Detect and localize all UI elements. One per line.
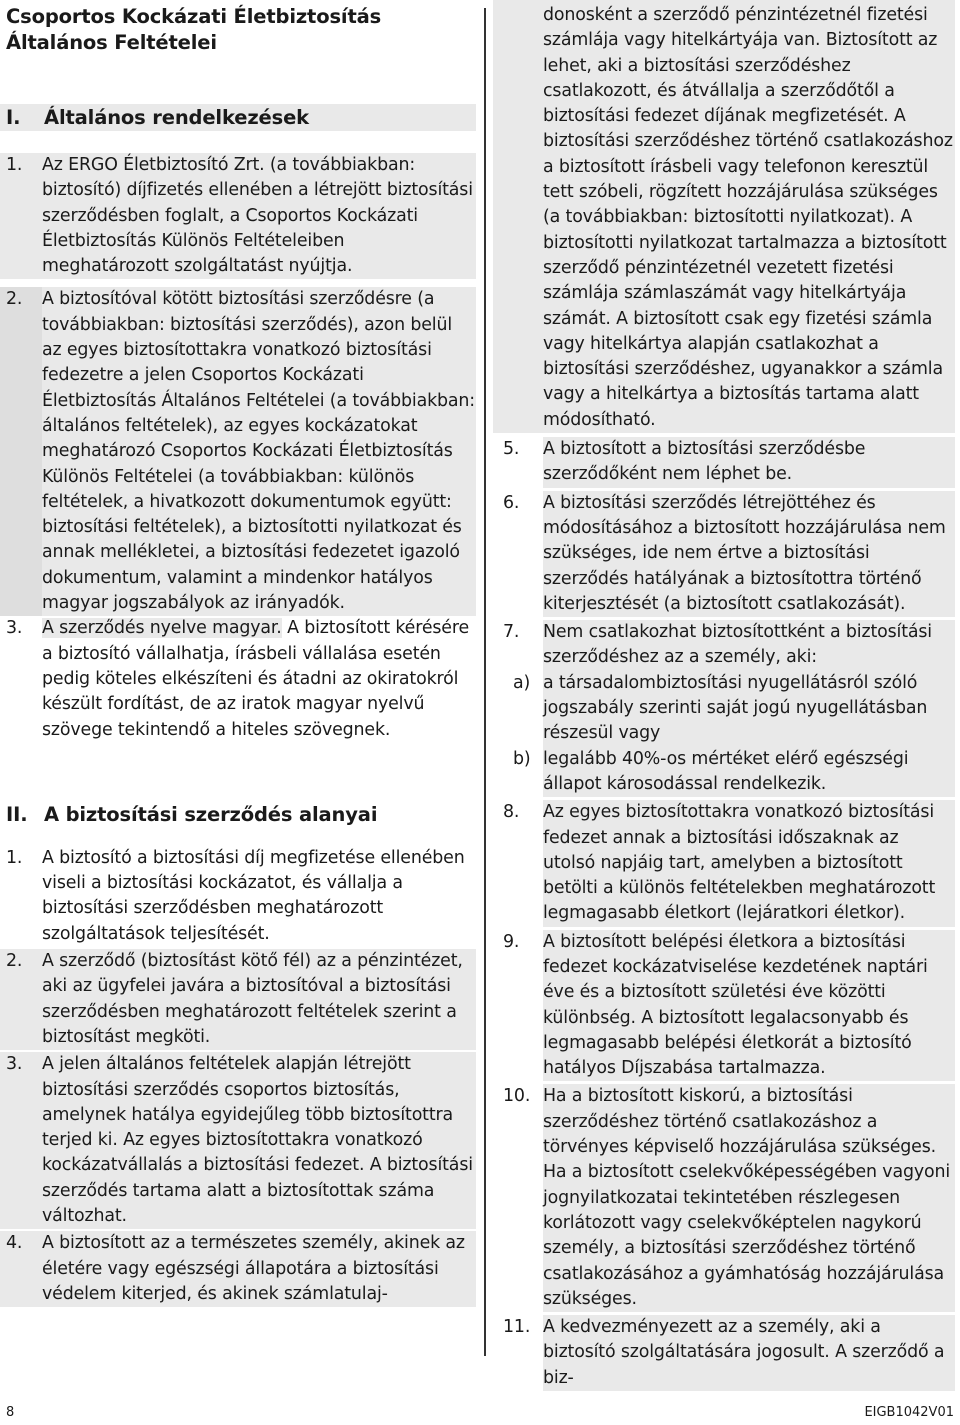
clause-number: 3. — [0, 1052, 42, 1229]
clause-text: A biztosítási szerződés létrejöttéhez és módosításához a biztosított hozzájárulása nem szükséges, ide nem értve a biztosítási szerződés hatályának a biztosítottra történő kiterjesztését (a biztosított csatlakozását). — [543, 491, 955, 617]
clause-number: 8. — [503, 802, 520, 823]
page-number: 8 — [6, 1405, 15, 1420]
section-number: I. — [6, 106, 21, 129]
clause-number: 3. — [6, 618, 23, 639]
subclause-letter: a) — [513, 672, 531, 693]
clause-1-1 — [0, 153, 476, 279]
clause-2-8 — [493, 800, 955, 926]
section-heading-2 — [0, 801, 476, 828]
clause-1-3 — [0, 616, 476, 742]
clause-number: 1. — [6, 847, 23, 868]
section-number: II. — [6, 802, 28, 826]
clause-number: 11. — [503, 1317, 531, 1338]
clause-text: Az egyes biztosítottakra vonatkozó biztosítási fedezet annak a biztosítási időszaknak az utolsó napjáig tart, amelyben a biztosított betölti a különös feltételekben meghatározott legmagasabb életkort (lejáratkori életkor). — [543, 800, 955, 926]
clause-highlight: A szerződés nyelve magyar. — [42, 618, 282, 639]
clause-text: A biztosított az a természetes személy, akinek az életére vagy egészségi állapotára a biztosítási védelem kiterjed, és akinek számlatulaj- — [42, 1231, 476, 1307]
subclause-text: legalább 40%-os mértéket elérő egészségi állapot károsodással rendelkezik. — [543, 747, 955, 798]
section-title: A biztosítási szerződés alanyai — [44, 802, 378, 826]
clause-number: 4. — [0, 1231, 42, 1307]
clause-text: Nem csatlakozhat biztosítottként a biztosítási szerződéshez az a személy, aki: — [543, 620, 955, 671]
subclause-text: a társadalombiztosítási nyugellátásról szóló jogszabály szerinti saját jogú nyugellátásban részesül vagy — [543, 671, 955, 747]
clause-2-11 — [493, 1315, 955, 1391]
clause-2-1 — [0, 846, 476, 947]
clause-2-2 — [0, 949, 476, 1050]
clause-2-3 — [0, 1052, 476, 1229]
clause-text: A biztosított belépési életkora a biztosítási fedezet kockázatviselése kezdetének naptári éve és a biztosított születési éve közötti különbség. A biztosított legalacsonyabb és legmagasabb belépési életkorát a biztosító hatályos Díjszabása tartalmazza. — [543, 930, 955, 1082]
clause-text: A biztosított kérésére a biztosító vállalhatja, írásbeli vállalása esetén pedig köteles elkészíteni és átadni az okiratokról készült fordítást, de az iratok magyar nyelvű szövege tekintendő a hiteles szövegnek. — [42, 618, 470, 740]
clause-2-5 — [493, 437, 955, 488]
clause-text: A szerződő (biztosítást kötő fél) az a pénzintézet, aki az ügyfelei javára a biztosítóval a biztosítási szerződésben meghatározott feltételek szerint a biztosítást megköti. — [42, 949, 476, 1050]
left-column — [0, 0, 476, 1307]
clause-text: A biztosított a biztosítási szerződésbe szerződőként nem léphet be. — [543, 437, 955, 488]
clause-text: A biztosító a biztosítási díj megfizetése ellenében viseli a biztosítási kockázatot, és vállalja a biztosítási szerződésben meghatározott szolgáltatások teljesítését. — [42, 847, 465, 944]
clause-number: 6. — [503, 492, 520, 513]
clause-number: 2. — [0, 287, 42, 616]
clause-text: A jelen általános feltételek alapján létrejött biztosítási szerződés csoportos biztosítás, amelynek hatálya egyidejűleg több biztosítottra terjed ki. Az egyes biztosítottakra vonatkozó kockázatvállalás a biztosítási fedezet. A biztosítási szerződés tartama alatt a biztosítottak száma változhat. — [42, 1052, 476, 1229]
clause-number: 1. — [6, 155, 23, 175]
subclause-a — [493, 671, 955, 747]
document-code: EIGB1042V01 — [864, 1405, 954, 1420]
clause-number: 10. — [503, 1086, 531, 1107]
section-heading-1 — [0, 104, 476, 131]
subclause-b — [493, 747, 955, 798]
clause-2-9 — [493, 930, 955, 1082]
column-divider — [484, 8, 486, 1356]
clause-1-2 — [0, 287, 476, 616]
clause-2-4 — [0, 1231, 476, 1307]
clause-2-4-continuation: donosként a szerződő pénzintézetnél fizetési számlája vagy hitelkártyája van. Biztosított az lehet, aki a biztosítási szerződéshez csatlakozott, és átvállalja a szerződőtől a biztosítási fedezet díjának megfizetését. A biztosítási szerződéshez történő csatlakozáshoz a biztosított írásbeli vagy telefonon keresztül tett szóbeli, rögzített hozzájárulása szükséges (a továbbiakban: biztosítotti nyilatkozat). A biztosítotti nyilatkozat tartalmazza a biztosított szerződő pénzintézetnél vezetett fizetési számlája számlaszámát vagy hitelkártyája számát. A biztosított csak egy fizetési számla vagy hitelkártya alapján csatlakozhat a biztosítási szerződéshez, ugyanakkor a számla vagy a hitelkártya a biztosítás tartama alatt módosítható. — [493, 0, 955, 433]
clause-number: 7. — [503, 622, 520, 643]
clause-2-7 — [493, 620, 955, 671]
section-title: Általános rendelkezések — [44, 106, 309, 129]
clause-text: A kedvezményezett az a személy, aki a biztosító szolgáltatására jogosult. A szerződő a biz- — [543, 1315, 955, 1391]
clause-2-10 — [493, 1084, 955, 1312]
subclause-letter: b) — [513, 748, 531, 769]
right-column — [493, 0, 955, 1391]
clause-2-6 — [493, 491, 955, 617]
clause-number: 2. — [0, 949, 42, 1050]
clause-number: 9. — [503, 931, 520, 952]
clause-number: 5. — [503, 439, 520, 460]
clause-text: A biztosítóval kötött biztosítási szerződésre (a továbbiakban: biztosítási szerződés), azon belül az egyes biztosítottakra vonatkozó biztosítási fedezetre a jelen Csoportos Kockázati Életbiztosítás Általános Feltételei (a továbbiakban: általános feltételek), az egyes kockázatokat meghatározó Csoportos Kockázati Életbiztosítás Különös Feltételei (a továbbiakban: különös feltételek, a hivatkozott dokumentumok együtt: biztosítási feltételek), a biztosítotti nyilatkozat és annak mellékletei, a biztosítási fedezetet igazoló dokumentum, valamint a mindenkor hatályos magyar jogszabályok az irányadók. — [42, 287, 476, 616]
clause-text: Az ERGO Életbiztosító Zrt. (a továbbiakban: biztosító) díjfizetés ellenében a létrejött biztosítási szerződésben foglalt, a Csoportos Kockázati Életbiztosítás Különös Feltételeiben meghatározott szolgáltatást nyújtja. — [42, 155, 473, 277]
document-title: Csoportos Kockázati Életbiztosítás Általános Feltételei — [6, 5, 382, 54]
clause-text: Ha a biztosított kiskorú, a biztosítási szerződéshez történő csatlakozáshoz a törvényes képviselő hozzájárulása szükséges. Ha a biztosított cselekvőképességében vagyoni jognyilatkozatai tekintetében részlegesen korlátozott vagy cselekvőképtelen nagykorú személy, a biztosítási szerződéshez történő csatlakozásához a gyámhatóság hozzájárulása szükséges. — [543, 1084, 955, 1312]
